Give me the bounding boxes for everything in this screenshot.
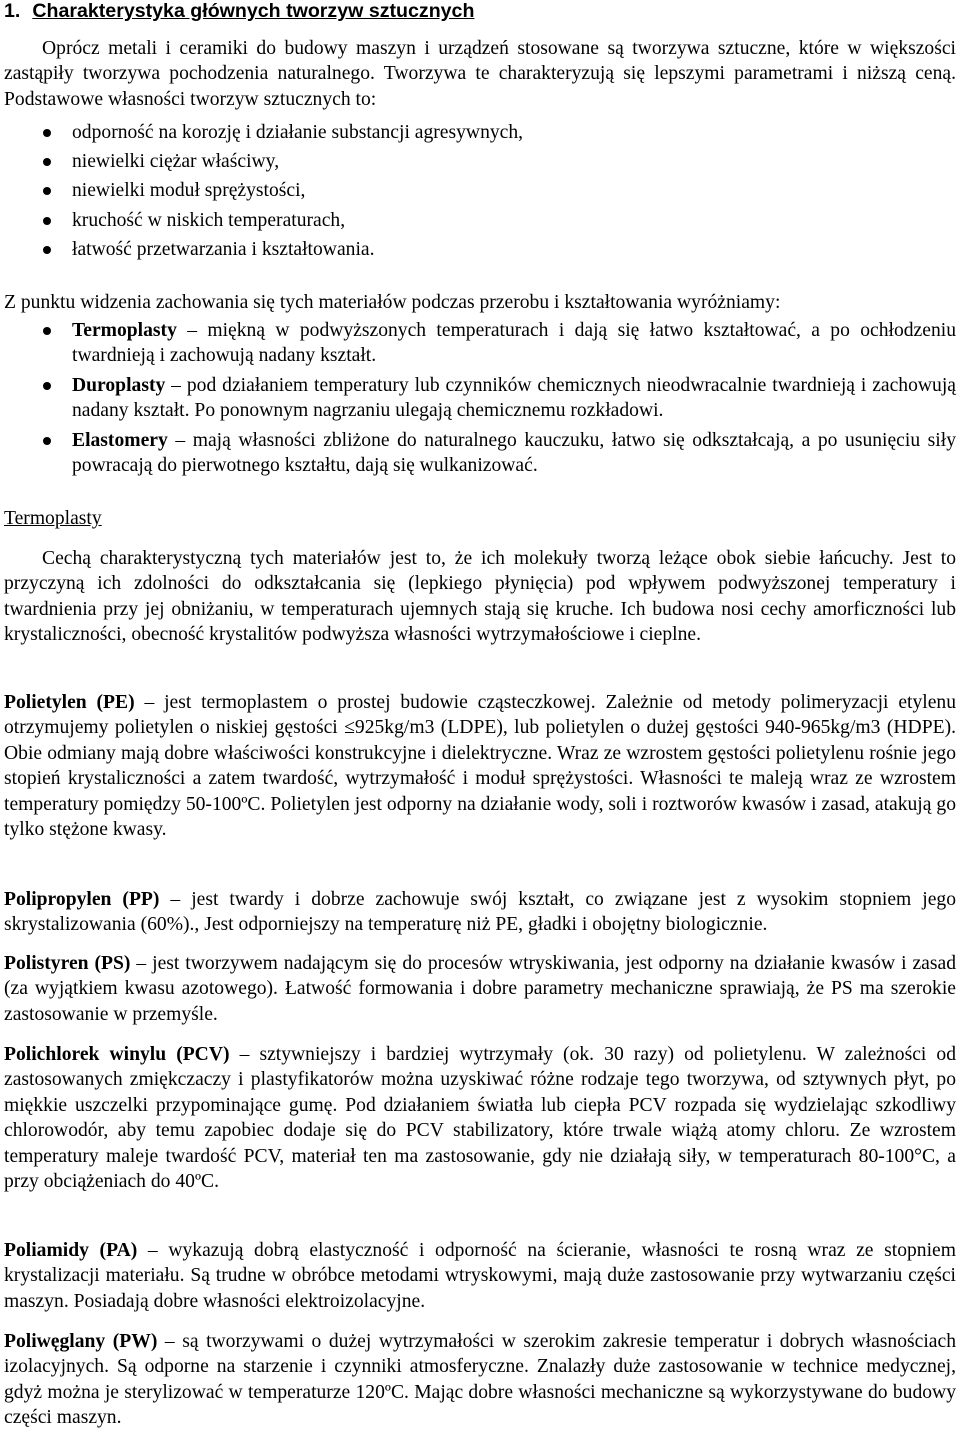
section-heading <box>4 0 474 24</box>
material-paragraph: Polichlorek winylu (PCV) – sztywniejszy i bardziej wytrzymały (ok. 30 razy) od polietylenu. W zależności od zastosowanych zmiękczaczy i plastyfikatorów można uzyskiwać różne rodzaje tego tworzywa, od sztywnych płyt, po miękkie uszczelki przypominające gumę. Pod działaniem światła lub ciepła PCV rozpada się wydzielając szkodliwy chlorowodór, aby temu zapobiec dodaje się do PCV stabilizatory, które trwale wiążą atomy chloru. Ze wzrostem temperatury maleje twardość PCV, materiał ten ma zastosowanie, gdy nie działają siły, w temperaturach 80-100°C, a przy obciążeniach do 40ºC. <box>4 1044 957 1193</box>
intro-text: Oprócz metali i ceramiki do budowy maszyn i urządzeń stosowane są tworzywa sztuczne, które w większości zastąpiły tworzywa pochodzenia naturalnego. Tworzywa te charakteryzują się lepszymi parametrami i niższą ceną. Podstawowe własności tworzyw sztucznych to: <box>4 38 956 110</box>
bullet-icon <box>43 187 51 195</box>
bullet-icon <box>43 246 51 254</box>
list-item: Termoplasty – miękną w podwyższonych temperaturach i dają się łatwo kształtować, a po ochłodzeniu twardnieją i zachowują nadany kształt. <box>0 318 956 369</box>
term: Polipropylen (PP) <box>4 889 160 910</box>
properties-list <box>0 120 956 266</box>
term: Elastomery <box>72 429 168 451</box>
term: Polichlorek winylu (PCV) <box>4 1044 230 1065</box>
material-paragraph: Polietylen (PE) – jest termoplastem o prostej budowie cząsteczkowej. Zależnie od metody polimeryzacji etylenu otrzymujemy polietylen o niskiej gęstości ≤925kg/m3 (LDPE), lub polietylen o dużej gęstości 940-965kg/m3 (HDPE). Obie odmiany mają dobre właściwości konstrukcyjne i dielektryczne. Wraz ze wzrostem gęstości polietylenu rośnie jego stopień krystaliczności a zatem twardość, wytrzymałość i moduł sprężystości. Własności te maleją wraz ze wzrostem temperatury pomiędzy 50-100ºC. Polietylen jest odporny na działanie wody, soli i roztworów kwasów i zasad, atakują go tylko stężone kwasy. <box>4 692 956 841</box>
material-paragraph: Polistyren (PS) – jest tworzywem nadającym się do procesów wtryskiwania, jest odporny na działanie kwasów i zasad (za wyjątkiem kwasu azotowego). Łatwość formowania i dobre parametry mechaniczne sprawiają, że PS ma szerokie zastosowanie w przemyśle. <box>4 953 956 1025</box>
term: Polistyren (PS) <box>4 953 131 974</box>
subsection-title: Termoplasty <box>4 508 102 529</box>
classification-list <box>0 318 956 482</box>
bullet-icon <box>43 217 51 225</box>
bullet-icon <box>43 327 51 335</box>
heading-number: 1. <box>4 0 21 22</box>
bullet-icon <box>43 382 51 390</box>
material-paragraph: Polipropylen (PP) – jest twardy i dobrze zachowuje swój kształt, co związane jest z wysokim stopniem jego skrystalizowania (60%)., Jest odporniejszy na temperaturę niż PE, gładki i obojętny biologicznie. <box>4 889 956 936</box>
term: Poliamidy (PA) <box>4 1240 138 1261</box>
material-paragraph: Poliamidy (PA) – wykazują dobrą elastyczność i odporność na ścieranie, własności te rosną wraz ze stopniem krystalizacji materiału. Są trudne w obróbce metodami wtryskowymi, mają duże zastosowanie przy wytwarzaniu części maszyn. Posiadają dobre własności elektroizolacyjne. <box>4 1240 956 1312</box>
section-intro: Cechą charakterystyczną tych materiałów jest to, że ich molekuły tworzą leżące obok siebie łańcuchy. Jest to przyczyną ich zdolności do odkształcania się (lepkiego płynięcia) pod wpływem podwyższonej temperatury i twardnienia przy jej obniżaniu, w temperaturach ujemnych stają się kruche. Ich budowa nosi cechy amorficzności lub krystaliczności, obecność krystalitów podwyższa własności wytrzymałościowe i cieplne. <box>4 548 956 646</box>
list-item: Duroplasty – pod działaniem temperatury lub czynników chemicznych nieodwracalnie twardnieją i zachowują nadany kształt. Po ponownym nagrzaniu ulegają chemicznemu rozkładowi. <box>0 373 956 424</box>
list-item: niewielki moduł sprężystości, <box>0 178 956 207</box>
list-item: łatwość przetwarzania i kształtowania. <box>0 237 956 266</box>
heading-title: Charakterystyka głównych tworzyw sztucznych <box>32 0 475 22</box>
list-item: kruchość w niskich temperaturach, <box>0 208 956 237</box>
term: Termoplasty <box>72 320 177 341</box>
list-item: Elastomery – mają własności zbliżone do naturalnego kauczuku, łatwo się odkształcają, a po usunięciu siły powracają do pierwotnego kształtu, dają się wulkanizować. <box>0 428 956 479</box>
bullet-icon <box>43 437 51 445</box>
bullet-icon <box>43 129 51 137</box>
material-paragraph: Poliwęglany (PW) – są tworzywami o dużej wytrzymałości w szerokim zakresie temperatur i dobrych własnościach izolacyjnych. Są odporne na starzenie i czynniki atmosferyczne. Znalazły duże zastosowanie w technice medycznej, gdyż można je sterylizować w temperaturze 120ºC. Mając dobre własności mechaniczne są wykorzystywane do budowy części maszyn. <box>4 1331 956 1429</box>
term: Poliwęglany (PW) <box>4 1331 158 1352</box>
list-item: odporność na korozję i działanie substancji agresywnych, <box>0 120 956 149</box>
term: Duroplasty <box>72 374 166 396</box>
list-item: niewielki ciężar właściwy, <box>0 149 956 178</box>
bullet-icon <box>43 158 51 166</box>
term: Polietylen (PE) <box>4 692 135 713</box>
classification-lead: Z punktu widzenia zachowania się tych materiałów podczas przerobu i kształtowania wyróżniamy: <box>4 292 781 313</box>
intro-paragraph <box>4 36 956 112</box>
